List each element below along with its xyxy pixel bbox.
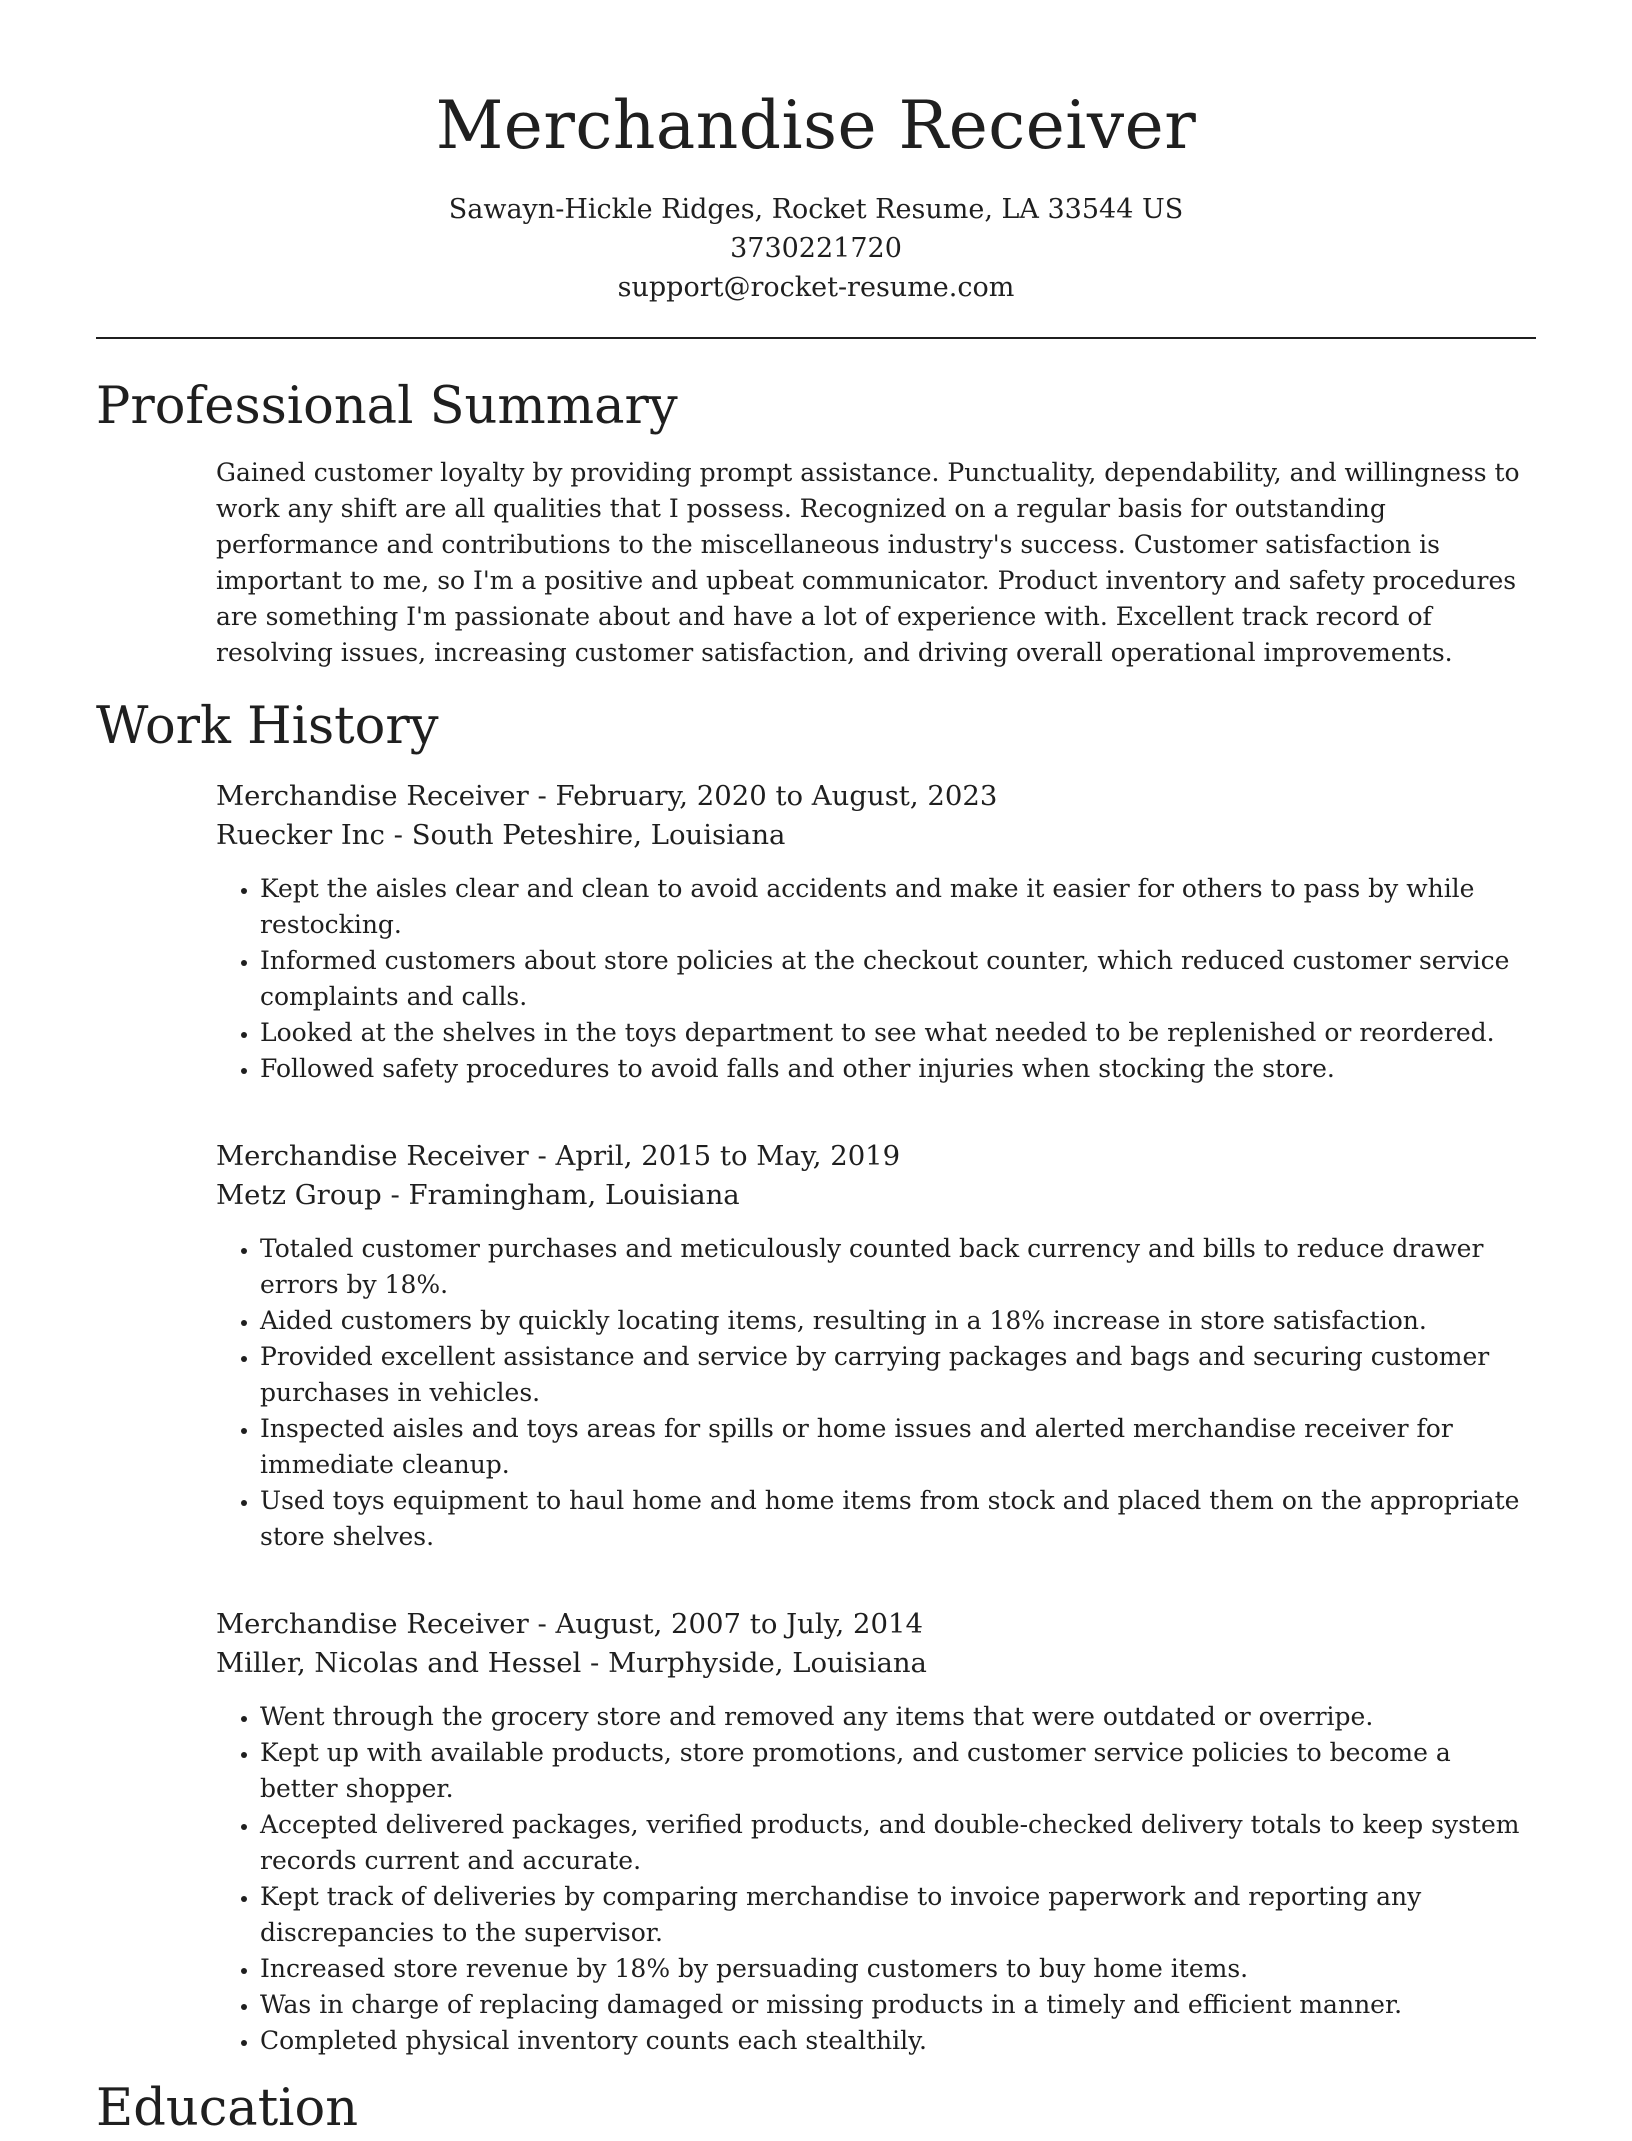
email: support@rocket-resume.com <box>617 272 1015 303</box>
separator: - <box>528 1608 556 1640</box>
bullet-item: • Completed physical inventory counts each stealthily. <box>260 2023 1536 2059</box>
job-bullets <box>216 1699 1536 2059</box>
separator: - <box>528 780 556 812</box>
job-dates: April, 2015 to May, 2019 <box>555 1140 901 1172</box>
separator: - <box>381 1179 409 1211</box>
bullet-item: • Kept up with available products, store promotions, and customer service policies to become a better shopper. <box>260 1735 1536 1807</box>
job-title-line <box>216 1605 1536 1644</box>
bullet-item: • Accepted delivered packages, verified products, and double-checked delivery totals to keep system records current and accurate. <box>260 1807 1536 1879</box>
bullet-item: • Was in charge of replacing damaged or missing products in a timely and efficient manner. <box>260 1987 1536 2023</box>
job-dates: August, 2007 to July, 2014 <box>555 1608 924 1640</box>
summary-text: Gained customer loyalty by providing prompt assistance. Punctuality, dependability, and willingness to work any shift are all qualities that I possess. Recognized on a regular basis for outstanding performance and contributions to the miscellaneous industry's success. Customer satisfaction is important to me, so I'm a positive and upbeat communicator. Product inventory and safety procedures are something I'm passionate about and have a lot of experience with. Excellent track record of resolving issues, increasing customer satisfaction, and driving overall operational improvements. <box>216 458 1520 667</box>
summary-heading: Professional Summary <box>96 377 678 436</box>
job-company: Metz Group <box>216 1179 382 1211</box>
bullet-item: • Totaled customer purchases and meticulously counted back currency and bills to reduce drawer errors by 18%. <box>260 1231 1536 1303</box>
work-history-list <box>96 777 1536 2059</box>
header-divider <box>96 337 1536 339</box>
bullet-item: • Followed safety procedures to avoid falls and other injuries when stocking the store. <box>260 1051 1536 1087</box>
bullet-item: • Kept track of deliveries by comparing merchandise to invoice paperwork and reporting any discrepancies to the supervisor. <box>260 1879 1536 1951</box>
bullet-item: • Provided excellent assistance and service by carrying packages and bags and securing customer purchases in vehicles. <box>260 1339 1536 1411</box>
job-company-line <box>216 1644 1536 1683</box>
bullet-item: • Kept the aisles clear and clean to avoid accidents and make it easier for others to pass by while restocking. <box>260 871 1536 943</box>
separator: - <box>528 1140 556 1172</box>
education-heading: Education <box>96 2079 359 2138</box>
bullet-item: • Inspected aisles and toys areas for spills or home issues and alerted merchandise receiver for immediate cleanup. <box>260 1411 1536 1483</box>
bullet-item: • Went through the grocery store and removed any items that were outdated or overripe. <box>260 1699 1536 1735</box>
job-dates: February, 2020 to August, 2023 <box>555 780 998 812</box>
job-bullets <box>216 871 1536 1087</box>
resume-header <box>96 0 1536 307</box>
job-bullets <box>216 1231 1536 1555</box>
job-title-line <box>216 1137 1536 1176</box>
phone: 3730221720 <box>730 233 902 264</box>
job-entry <box>216 1137 1536 1555</box>
bullet-item: • Aided customers by quickly locating items, resulting in a 18% increase in store satisfaction. <box>260 1303 1536 1339</box>
bullet-item: • Informed customers about store policies at the checkout counter, which reduced customer service complaints and calls. <box>260 943 1536 1015</box>
job-company-line <box>216 816 1536 855</box>
job-location: South Peteshire, Louisiana <box>411 819 786 851</box>
separator: - <box>581 1647 609 1679</box>
job-entry <box>216 1605 1536 2059</box>
candidate-name: Merchandise Receiver <box>435 87 1197 164</box>
job-title-line <box>216 777 1536 816</box>
job-company-line <box>216 1176 1536 1215</box>
work-history-heading: Work History <box>96 697 439 756</box>
contact-info <box>96 190 1536 307</box>
bullet-item: • Looked at the shelves in the toys department to see what needed to be replenished or reordered. <box>260 1015 1536 1051</box>
bullet-item: • Increased store revenue by 18% by persuading customers to buy home items. <box>260 1951 1536 1987</box>
job-company: Ruecker Inc <box>216 819 385 851</box>
separator: - <box>384 819 412 851</box>
job-entry <box>216 777 1536 1087</box>
job-role: Merchandise Receiver <box>216 1608 529 1640</box>
bullet-item: • Used toys equipment to haul home and home items from stock and placed them on the appropriate store shelves. <box>260 1483 1536 1555</box>
job-location: Murphyside, Louisiana <box>608 1647 927 1679</box>
job-company: Miller, Nicolas and Hessel <box>216 1647 582 1679</box>
address: Sawayn-Hickle Ridges, Rocket Resume, LA 33544 US <box>448 194 1184 225</box>
job-location: Framingham, Louisiana <box>408 1179 740 1211</box>
job-role: Merchandise Receiver <box>216 780 529 812</box>
job-role: Merchandise Receiver <box>216 1140 529 1172</box>
